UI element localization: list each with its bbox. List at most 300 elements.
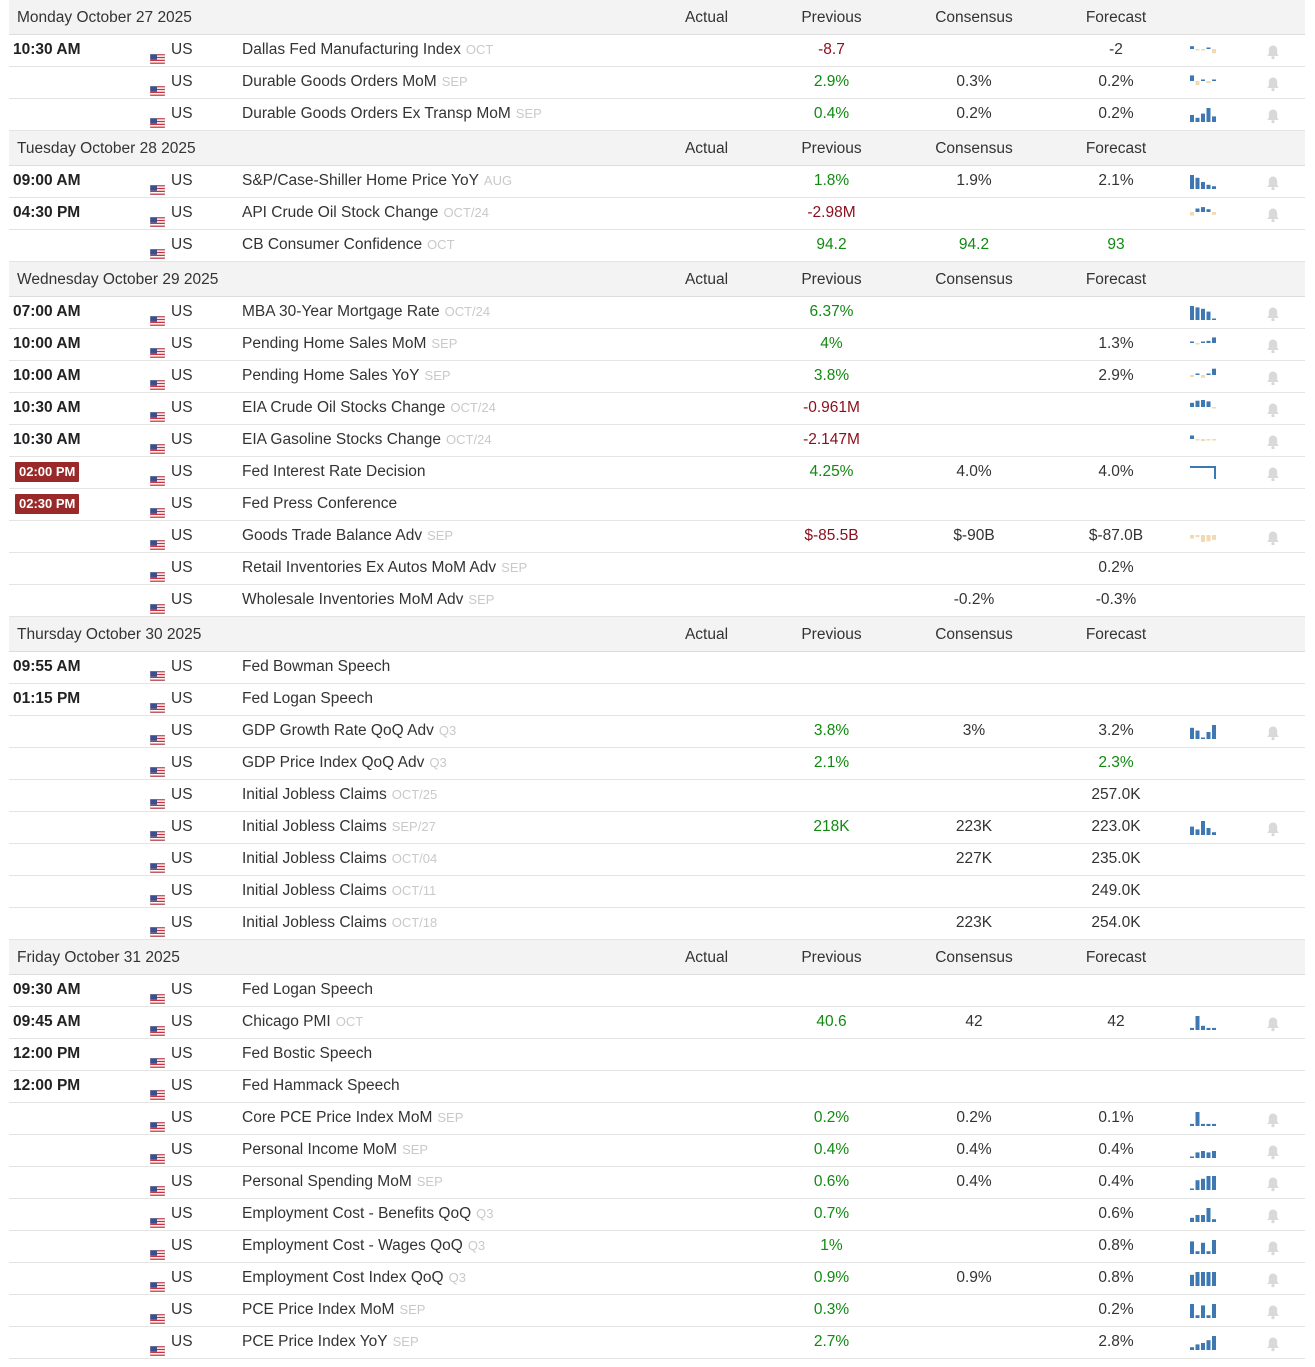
sparkline-bar: [1196, 535, 1200, 537]
event-row[interactable]: [9, 1263, 1305, 1295]
sparkline-bar: [1201, 439, 1205, 441]
sparkline-bar: [1212, 1336, 1216, 1350]
event-row[interactable]: [9, 585, 1305, 617]
event-forecast: 0.2%: [1098, 105, 1134, 122]
sparkline-bar: [1196, 401, 1200, 407]
us-flag-icon: [150, 435, 165, 445]
event-row[interactable]: [9, 1007, 1305, 1039]
event-consensus: 0.2%: [956, 105, 992, 122]
column-header-consensus: Consensus: [935, 9, 1013, 26]
event-row[interactable]: [9, 553, 1305, 585]
sparkline-bar: [1212, 49, 1216, 53]
sparkline-bar: [1201, 207, 1205, 212]
event-reference-period: SEP: [399, 1302, 426, 1317]
us-flag-icon: [150, 1209, 165, 1219]
event-name-link[interactable]: [242, 844, 437, 874]
sparkline-bar: [1190, 75, 1194, 81]
event-previous: 1.8%: [813, 172, 850, 189]
event-name-link[interactable]: [242, 99, 542, 129]
sparkline-bar: [1201, 80, 1205, 82]
event-name-link[interactable]: [242, 198, 489, 228]
event-row[interactable]: [9, 457, 1305, 489]
event-previous: 2.9%: [813, 73, 850, 90]
event-reference-period: OCT/18: [391, 915, 438, 930]
event-reference-period: SEP: [427, 528, 454, 543]
us-flag-icon: [150, 77, 165, 87]
event-reference-period: OCT/11: [391, 883, 437, 898]
event-reference-period: SEP: [515, 106, 542, 121]
event-country: US: [171, 981, 193, 998]
event-name[interactable]: Retail Inventories Ex Autos MoM Adv: [242, 559, 497, 576]
sparkline-bar: [1196, 343, 1200, 345]
sparkline-bar: [1201, 1151, 1205, 1158]
us-flag-icon: [150, 45, 165, 55]
bell-alert-icon[interactable]: [1266, 1333, 1280, 1363]
event-previous: -2.147M: [803, 431, 860, 448]
event-forecast: 93: [1107, 236, 1125, 253]
us-flag-icon: [150, 371, 165, 381]
sparkline-bar: [1190, 436, 1194, 440]
sparkline-bar: [1212, 535, 1216, 540]
us-flag-icon: [150, 726, 165, 736]
event-country: US: [171, 73, 193, 90]
event-country: US: [171, 690, 193, 707]
sparkline-bar: [1207, 48, 1211, 50]
event-name-link[interactable]: [242, 684, 373, 714]
sparkline-bar: [1196, 1272, 1200, 1286]
event-reference-period: OCT: [335, 1014, 364, 1029]
event-row[interactable]: [9, 748, 1305, 780]
us-flag-icon: [150, 662, 165, 672]
event-name[interactable]: PCE Price Index MoM: [242, 1301, 395, 1318]
sparkline-bar: [1201, 114, 1205, 122]
event-name-link[interactable]: [242, 457, 426, 487]
sparkline-bar: [1190, 1241, 1194, 1254]
event-row[interactable]: [9, 1327, 1305, 1359]
event-forecast: 2.9%: [1098, 367, 1134, 384]
event-row[interactable]: [9, 1295, 1305, 1327]
day-header: [9, 0, 1305, 35]
sparkline-bar: [1196, 1251, 1200, 1254]
event-name-link[interactable]: [242, 876, 436, 906]
event-name[interactable]: Personal Spending MoM: [242, 1173, 412, 1190]
event-time: 12:00 PM: [13, 1077, 81, 1094]
sparkline-bar: [1212, 369, 1216, 375]
event-name-link[interactable]: [242, 393, 496, 423]
column-header-previous: Previous: [801, 626, 862, 643]
sparkline-bar: [1212, 186, 1216, 189]
event-previous: $-85.5B: [804, 527, 859, 544]
sparkline-bar: [1201, 375, 1205, 378]
sparkline-bar: [1207, 209, 1211, 212]
event-name-link[interactable]: [242, 489, 397, 519]
sparkline-bar: [1212, 116, 1216, 122]
us-flag-icon: [150, 563, 165, 573]
event-row[interactable]: [9, 1103, 1305, 1135]
event-name-link[interactable]: [242, 230, 455, 260]
event-name[interactable]: EIA Crude Oil Stocks Change: [242, 399, 446, 416]
event-name[interactable]: Fed Interest Rate Decision: [242, 463, 426, 480]
event-previous: 0.9%: [813, 1269, 850, 1286]
column-header-consensus: Consensus: [935, 949, 1013, 966]
sparkline-bar: [1212, 439, 1216, 441]
sparkline-bar: [1207, 108, 1211, 122]
event-name[interactable]: Pending Home Sales MoM: [242, 335, 427, 352]
event-forecast: 249.0K: [1091, 882, 1141, 899]
sparkline-bar: [1212, 1304, 1216, 1318]
event-row[interactable]: [9, 297, 1305, 329]
event-previous: -0.961M: [803, 399, 860, 416]
event-country: US: [171, 1269, 193, 1286]
event-row[interactable]: [9, 329, 1305, 361]
event-name-link[interactable]: [242, 1263, 466, 1293]
event-name[interactable]: Fed Press Conference: [242, 495, 398, 512]
event-row[interactable]: [9, 908, 1305, 940]
event-row[interactable]: [9, 652, 1305, 684]
sparkline-bar: [1207, 439, 1211, 441]
event-time: 01:15 PM: [13, 690, 81, 707]
event-name-link[interactable]: [242, 908, 437, 938]
sparkline-bar: [1196, 1180, 1200, 1190]
sparkline-bar: [1190, 175, 1194, 189]
event-row[interactable]: [9, 198, 1305, 230]
event-name[interactable]: Initial Jobless Claims: [242, 786, 387, 803]
sparkline-bar: [1207, 1176, 1211, 1190]
sparkline-bar: [1207, 1208, 1211, 1222]
event-name[interactable]: Pending Home Sales YoY: [242, 367, 420, 384]
event-name[interactable]: Employment Cost - Wages QoQ: [242, 1237, 463, 1254]
event-name-link[interactable]: [242, 425, 492, 455]
event-country: US: [171, 914, 193, 931]
event-row[interactable]: [9, 812, 1305, 844]
event-country: US: [171, 1109, 193, 1126]
event-time: 10:00 AM: [13, 367, 81, 384]
column-header-previous: Previous: [801, 9, 862, 26]
event-reference-period: SEP: [416, 1174, 443, 1189]
event-row[interactable]: [9, 67, 1305, 99]
event-time: 09:45 AM: [13, 1013, 81, 1030]
event-consensus: 42: [965, 1013, 983, 1030]
sparkline-bar: [1190, 827, 1194, 835]
event-time: 07:00 AM: [13, 303, 81, 320]
sparkline-bar: [1201, 1124, 1205, 1126]
event-name[interactable]: Personal Income MoM: [242, 1141, 398, 1158]
event-reference-period: SEP: [437, 1110, 464, 1125]
event-name-link[interactable]: [242, 297, 490, 327]
event-country: US: [171, 850, 193, 867]
sparkline-bar: [1207, 341, 1211, 343]
event-forecast: 0.2%: [1098, 1301, 1134, 1318]
event-name[interactable]: MBA 30-Year Mortgage Rate: [242, 303, 440, 320]
event-name-link[interactable]: [242, 166, 512, 196]
event-country: US: [171, 591, 193, 608]
event-consensus: 0.4%: [956, 1141, 992, 1158]
event-forecast: 1.3%: [1098, 335, 1134, 352]
event-forecast: 4.0%: [1098, 463, 1134, 480]
column-header-actual: Actual: [684, 626, 729, 643]
event-name-link[interactable]: [242, 975, 373, 1005]
us-flag-icon: [150, 694, 165, 704]
event-forecast: 0.4%: [1098, 1173, 1134, 1190]
sparkline-bar: [1207, 1340, 1211, 1350]
sparkline-bar: [1212, 212, 1216, 215]
us-flag-icon: [150, 1049, 165, 1059]
event-consensus: $-90B: [953, 527, 995, 544]
sparkline-bar: [1212, 1240, 1216, 1254]
sparkline-bar: [1201, 1243, 1205, 1254]
event-row[interactable]: [9, 489, 1305, 521]
column-header-previous: Previous: [801, 271, 862, 288]
event-name[interactable]: PCE Price Index YoY: [242, 1333, 388, 1350]
sparkline-bar: [1212, 832, 1216, 835]
event-forecast: -2: [1109, 41, 1123, 58]
event-name-link[interactable]: [242, 1039, 372, 1069]
event-name[interactable]: Goods Trade Balance Adv: [242, 527, 423, 544]
event-time: 04:30 PM: [13, 204, 81, 221]
event-name-link[interactable]: [242, 1231, 485, 1261]
event-name[interactable]: Durable Goods Orders MoM: [242, 73, 437, 90]
sparkline-bar: [1207, 828, 1211, 835]
event-forecast: 0.4%: [1098, 1141, 1134, 1158]
event-name-link[interactable]: [242, 67, 468, 97]
event-name-link[interactable]: [242, 553, 527, 583]
column-header-consensus: Consensus: [935, 271, 1013, 288]
sparkline-bar: [1196, 178, 1200, 189]
history-sparkline[interactable]: [1189, 1333, 1219, 1363]
event-name-link[interactable]: [242, 1007, 363, 1037]
event-row[interactable]: [9, 393, 1305, 425]
sparkline-bar: [1196, 1215, 1200, 1222]
sparkline-bar: [1212, 319, 1216, 321]
day-label: Thursday October 30 2025: [17, 626, 202, 643]
event-name[interactable]: Fed Hammack Speech: [242, 1077, 400, 1094]
event-time: 09:30 AM: [13, 981, 81, 998]
event-name-link[interactable]: [242, 521, 453, 551]
event-name[interactable]: Employment Cost - Benefits QoQ: [242, 1205, 472, 1222]
event-previous: 2.7%: [813, 1333, 850, 1350]
event-row[interactable]: [9, 1199, 1305, 1231]
us-flag-icon: [150, 1305, 165, 1315]
event-row[interactable]: [9, 1135, 1305, 1167]
sparkline-bar: [1190, 1347, 1194, 1350]
event-name-link[interactable]: [242, 1327, 419, 1357]
event-name-link[interactable]: [242, 35, 493, 65]
event-row[interactable]: [9, 521, 1305, 553]
event-row[interactable]: [9, 230, 1305, 262]
us-flag-icon: [150, 595, 165, 605]
us-flag-icon: [150, 1177, 165, 1187]
sparkline-bar: [1207, 1251, 1211, 1254]
event-name[interactable]: Chicago PMI: [242, 1013, 331, 1030]
event-reference-period: Q3: [467, 1238, 486, 1253]
column-header-actual: Actual: [684, 140, 729, 157]
event-name[interactable]: Wholesale Inventories MoM Adv: [242, 591, 464, 608]
event-name[interactable]: Fed Logan Speech: [242, 981, 373, 998]
event-row[interactable]: [9, 1167, 1305, 1199]
event-country: US: [171, 1205, 193, 1222]
event-name[interactable]: CB Consumer Confidence: [242, 236, 423, 253]
event-name-link[interactable]: [242, 812, 436, 842]
event-name[interactable]: Dallas Fed Manufacturing Index: [242, 41, 461, 58]
event-country: US: [171, 818, 193, 835]
event-name-link[interactable]: [242, 748, 447, 778]
event-forecast: 0.1%: [1098, 1109, 1134, 1126]
us-flag-icon: [150, 1241, 165, 1251]
event-name[interactable]: Fed Bowman Speech: [242, 658, 391, 675]
event-name[interactable]: Fed Bostic Speech: [242, 1045, 373, 1062]
event-name-link[interactable]: [242, 361, 451, 391]
event-country: US: [171, 1141, 193, 1158]
day-label: Wednesday October 29 2025: [17, 271, 219, 288]
event-name-link[interactable]: [242, 1295, 425, 1325]
sparkline-bar: [1207, 535, 1211, 541]
event-country: US: [171, 722, 193, 739]
event-name[interactable]: Fed Logan Speech: [242, 690, 373, 707]
sparkline-bar: [1207, 1124, 1211, 1126]
event-name[interactable]: EIA Gasoline Stocks Change: [242, 431, 442, 448]
us-flag-icon: [150, 758, 165, 768]
sparkline-bar: [1196, 829, 1200, 835]
event-reference-period: SEP: [431, 336, 458, 351]
column-header-consensus: Consensus: [935, 140, 1013, 157]
event-row[interactable]: [9, 844, 1305, 876]
sparkline-bar: [1201, 309, 1205, 320]
event-row[interactable]: [9, 99, 1305, 131]
event-row[interactable]: [9, 780, 1305, 812]
event-forecast: 0.6%: [1098, 1205, 1134, 1222]
event-name-link[interactable]: [242, 585, 494, 615]
event-row[interactable]: [9, 1071, 1305, 1103]
event-name[interactable]: Employment Cost Index QoQ: [242, 1269, 444, 1286]
sparkline-bar: [1190, 46, 1194, 49]
event-country: US: [171, 495, 193, 512]
event-row[interactable]: [9, 425, 1305, 457]
event-name[interactable]: S&P/Case-Shiller Home Price YoY: [242, 172, 479, 189]
event-name-link[interactable]: [242, 1135, 428, 1165]
event-country: US: [171, 1173, 193, 1190]
event-forecast: 2.3%: [1098, 754, 1134, 771]
sparkline-bar: [1201, 535, 1205, 542]
event-reference-period: SEP: [392, 1334, 419, 1349]
event-name-link[interactable]: [242, 1071, 400, 1101]
event-reference-period: OCT/04: [391, 851, 438, 866]
sparkline-bar: [1212, 80, 1216, 82]
event-country: US: [171, 303, 193, 320]
event-consensus: 227K: [955, 850, 993, 867]
event-previous: 218K: [813, 818, 850, 835]
economic-calendar: [9, 0, 1305, 1359]
event-country: US: [171, 1301, 193, 1318]
event-forecast: 235.0K: [1091, 850, 1141, 867]
sparkline-bar: [1190, 1124, 1194, 1126]
us-flag-icon: [150, 854, 165, 864]
event-name[interactable]: Initial Jobless Claims: [242, 850, 387, 867]
event-name-link[interactable]: [242, 1167, 443, 1197]
event-time: 10:30 AM: [13, 41, 81, 58]
sparkline-bar: [1190, 306, 1194, 320]
event-row[interactable]: [9, 35, 1305, 67]
event-row[interactable]: [9, 975, 1305, 1007]
event-row[interactable]: [9, 361, 1305, 393]
event-name-link[interactable]: [242, 652, 390, 682]
event-row[interactable]: [9, 876, 1305, 908]
sparkline-bar: [1207, 1028, 1211, 1030]
event-reference-period: Q3: [438, 723, 457, 738]
us-flag-icon: [150, 307, 165, 317]
sparkline-bar: [1201, 1305, 1205, 1318]
column-header-actual: Actual: [684, 271, 729, 288]
sparkline-bar: [1201, 49, 1205, 51]
event-name-link[interactable]: [242, 780, 437, 810]
event-country: US: [171, 463, 193, 480]
event-row[interactable]: [9, 716, 1305, 748]
sparkline-bar: [1212, 407, 1216, 409]
event-time: 10:00 AM: [13, 335, 81, 352]
sparkline-bar: [1190, 115, 1194, 122]
event-name[interactable]: API Crude Oil Stock Change: [242, 204, 439, 221]
event-row[interactable]: [9, 1039, 1305, 1071]
day-label: Tuesday October 28 2025: [17, 140, 196, 157]
us-flag-icon: [150, 403, 165, 413]
sparkline-bar: [1190, 1275, 1194, 1286]
event-country: US: [171, 236, 193, 253]
event-name[interactable]: Initial Jobless Claims: [242, 882, 387, 899]
event-name[interactable]: Core PCE Price Index MoM: [242, 1109, 433, 1126]
event-name-link[interactable]: [242, 1199, 493, 1229]
event-name[interactable]: Initial Jobless Claims: [242, 914, 387, 931]
event-country: US: [171, 559, 193, 576]
event-consensus: 4.0%: [956, 463, 992, 480]
event-forecast: 0.2%: [1098, 73, 1134, 90]
event-reference-period: SEP/27: [391, 819, 436, 834]
event-name[interactable]: Durable Goods Orders Ex Transp MoM: [242, 105, 511, 122]
sparkline-bar: [1201, 821, 1205, 835]
event-forecast: 257.0K: [1091, 786, 1141, 803]
event-name[interactable]: GDP Growth Rate QoQ Adv: [242, 722, 434, 739]
event-forecast: 0.8%: [1098, 1269, 1134, 1286]
sparkline-bar: [1196, 49, 1200, 51]
event-previous: 4%: [820, 335, 843, 352]
us-flag-icon: [150, 240, 165, 250]
event-row[interactable]: [9, 684, 1305, 716]
event-forecast: 0.8%: [1098, 1237, 1134, 1254]
event-time-badge: 02:30 PM: [15, 494, 79, 514]
event-name-link[interactable]: [242, 329, 457, 359]
us-flag-icon: [150, 467, 165, 477]
sparkline-bar: [1196, 1016, 1200, 1030]
event-name-link[interactable]: [242, 1103, 463, 1133]
event-name-link[interactable]: [242, 716, 456, 746]
event-reference-period: SEP: [424, 368, 451, 383]
sparkline-bar: [1207, 374, 1211, 376]
column-header-forecast: Forecast: [1085, 9, 1147, 26]
event-country: US: [171, 658, 193, 675]
event-name[interactable]: GDP Price Index QoQ Adv: [242, 754, 425, 771]
event-country: US: [171, 335, 193, 352]
day-header: [9, 940, 1305, 975]
sparkline-bar: [1212, 725, 1216, 739]
sparkline-bar: [1201, 1026, 1205, 1030]
event-name[interactable]: Initial Jobless Claims: [242, 818, 387, 835]
column-header-actual: Actual: [684, 9, 729, 26]
sparkline-bar: [1201, 738, 1205, 740]
event-row[interactable]: [9, 166, 1305, 198]
day-header: [9, 262, 1305, 297]
event-consensus: 3%: [962, 722, 986, 739]
us-flag-icon: [150, 339, 165, 349]
event-row[interactable]: [9, 1231, 1305, 1263]
sparkline-bar: [1196, 1152, 1200, 1158]
